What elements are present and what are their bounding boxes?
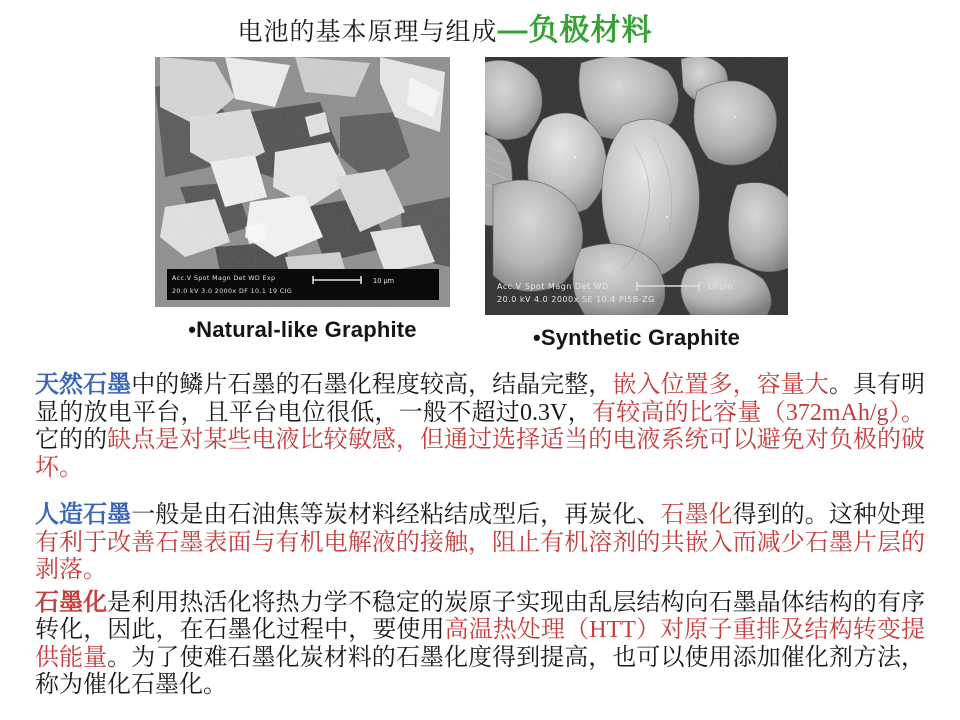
sem-metadata-line2: 20.0 kV 3.0 2000x DF 10.1 19 CIG — [172, 288, 293, 295]
sem-metadata-line1: Acc.V Spot Magn Det WD — [497, 282, 609, 291]
text-segment: 一般是由石油焦等炭材料经粘结成型后，再炭化、 — [131, 502, 661, 528]
text-segment: 有较高的比容量（372mAh/g）。 — [591, 399, 925, 426]
caption-natural: •Natural-like Graphite — [188, 317, 417, 342]
text-segment: 石墨化 — [35, 589, 108, 616]
sem-info-bar — [167, 269, 439, 300]
slide-title — [0, 14, 960, 53]
text-segment: 人造石墨 — [35, 502, 132, 528]
sem-metadata-line2: 20.0 kV 4.0 2000x SE 10.4 PI5B-ZG — [497, 295, 655, 304]
text-segment: 嵌入位置多，容量大 — [612, 372, 829, 398]
text-segment: 中的鳞片石墨的石墨化程度较高，结晶完整， — [131, 372, 613, 398]
text-segment: 是利用热活化将热力学不稳定的炭原子实现由乱层结构向石墨晶体结构的有序转化，因此，在石墨化过程中，要使用 — [35, 589, 926, 643]
sem-figure-natural — [155, 57, 450, 343]
text-segment: 高温热处理（HTT）对原子重排及结构转变提供能量 — [35, 617, 925, 671]
text-segment: 它的的 — [35, 427, 108, 453]
sem-image-synthetic — [485, 57, 788, 315]
text-segment: 。具有明显的放电平台，且平台电位很低，一般不超过0.3V， — [35, 372, 926, 426]
title-main: 电池的基本原理与组成 — [237, 19, 498, 46]
title-accent: —负极材料 — [497, 14, 653, 47]
text-segment: 得到的。这种处理 — [732, 502, 926, 528]
text-segment: 有利于改善石墨表面与有机电解液的接触，阻止有机溶剂的共嵌入而减少石墨片层的剥落。 — [35, 529, 925, 583]
text-segment: 天然石墨 — [35, 372, 132, 398]
text-segment: 。为了使难石墨化炭材料的石墨化度得到提高，也可以使用添加催化剂方法，称为催化石墨化。 — [35, 644, 926, 698]
body-text — [35, 372, 925, 700]
paragraph — [35, 502, 925, 585]
sem-images-row — [155, 57, 960, 351]
paragraph — [35, 590, 925, 700]
scale-label: 10 µm — [707, 282, 733, 291]
paragraph — [35, 372, 925, 482]
text-segment: 缺点是对某些电液比较敏感，但通过选择适当的电液系统可以避免对负极的破坏。 — [35, 427, 926, 481]
sem-metadata-line1: Acc.V Spot Magn Det WD Exp — [172, 275, 276, 282]
text-segment: 石墨化 — [660, 502, 733, 528]
sem-grain — [485, 57, 788, 315]
caption-synthetic: •Synthetic Graphite — [532, 325, 741, 350]
sem-image-natural — [155, 57, 450, 307]
scale-label: 10 µm — [373, 277, 395, 285]
sem-figure-synthetic — [485, 57, 788, 351]
